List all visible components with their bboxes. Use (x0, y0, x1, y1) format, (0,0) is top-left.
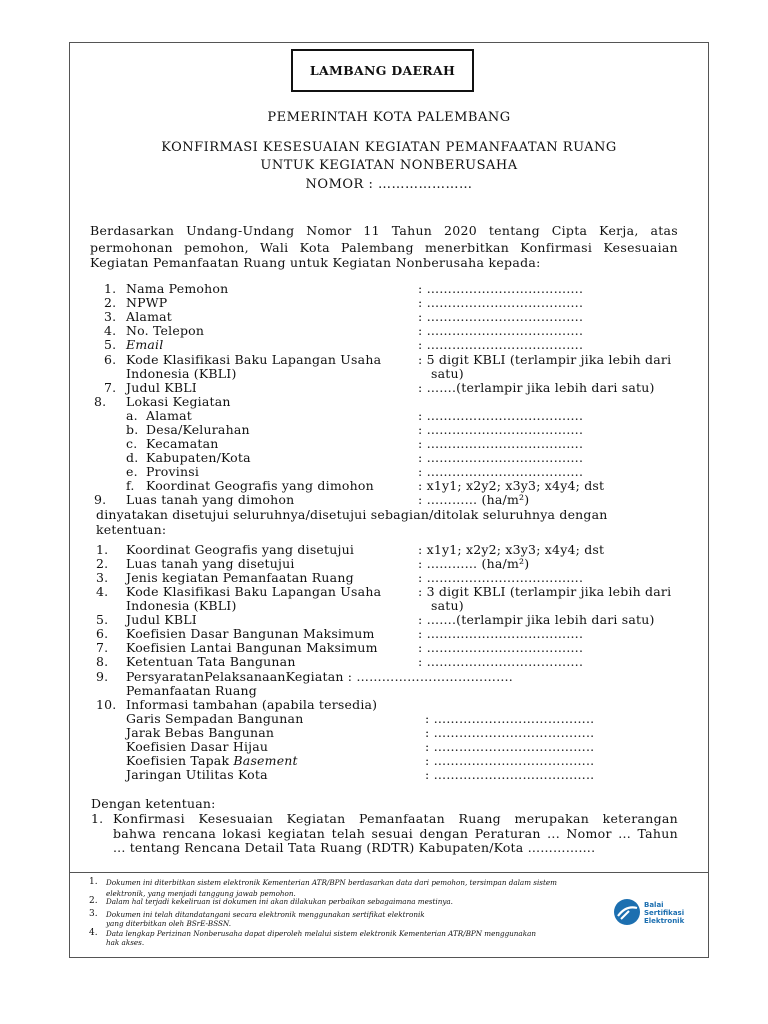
terms-item-number: 1. (96, 542, 109, 557)
terms-item-value: : x1y1; x2y2; x3y3; x4y4; dst (418, 542, 605, 557)
footnote-text: elektronik, yang menjadi tanggung jawab pemohon. (106, 889, 296, 898)
additional-item-label-text: Koefisien Tapak (126, 753, 234, 768)
terms-item-number: 2. (96, 556, 109, 571)
terms-item-label: Indonesia (KBLI) (126, 598, 237, 613)
applicant-item-number: c. (126, 436, 138, 451)
terms-item-number: 6. (96, 626, 109, 641)
additional-item-label: Garis Sempadan Bangunan (126, 711, 304, 726)
applicant-item-number: 5. (104, 337, 117, 352)
applicant-item-number: 9. (94, 492, 107, 507)
document-title-line2: UNTUK KEGIATAN NONBERUSAHA (260, 158, 518, 173)
bsre-logo-icon (612, 897, 642, 927)
terms-item-value: : ………………………………. (418, 626, 584, 641)
terms-item-label: Ketentuan Tata Bangunan (126, 654, 296, 669)
terms-item-number: 4. (96, 584, 109, 599)
conditions-line: ... tentang Rencana Detail Tata Ruang (RDTR) Kabupaten/Kota ……………. (113, 840, 596, 855)
terms-item-label: Informasi tambahan (apabila tersedia) (126, 697, 378, 712)
footnote-number: 1. (89, 877, 98, 887)
applicant-item-value: : ………………………………. (418, 337, 584, 352)
terms-item-label: Jenis kegiatan Pemanfaatan Ruang (126, 570, 354, 585)
additional-item-label: Jarak Bebas Bangunan (126, 725, 275, 740)
terms-item-number: 7. (96, 640, 109, 655)
applicant-item-value: : ………………………………. (418, 309, 584, 324)
applicant-item-value: : ………………………………. (418, 281, 584, 296)
terms-item-number: 10. (96, 697, 117, 712)
terms-item-value: : ………………………………. (418, 654, 584, 669)
applicant-item-number: d. (126, 450, 139, 465)
decision-line: dinyatakan disetujui seluruhnya/disetujui sebagian/ditolak seluruhnya dengan (96, 507, 608, 522)
government-name: PEMERINTAH KOTA PALEMBANG (267, 110, 511, 125)
applicant-item-label: Koordinat Geografis yang dimohon (146, 478, 374, 493)
terms-item-number: 8. (96, 654, 109, 669)
conditions-line: bahwa rencana lokasi kegiatan telah sesuai dengan Peraturan ... Nomor ... Tahun (113, 826, 678, 841)
terms-item-label: Koefisien Dasar Bangunan Maksimum (126, 626, 375, 641)
conditions-heading: Dengan ketentuan: (91, 796, 216, 811)
terms-item-number: 3. (96, 570, 109, 585)
additional-item-value: : ……………………………….. (425, 753, 595, 768)
applicant-item-number: f. (126, 478, 135, 493)
applicant-item-number: 2. (104, 295, 117, 310)
applicant-item-value: : ………………………………. (418, 422, 584, 437)
applicant-item-label: Luas tanah yang dimohon (126, 492, 295, 507)
intro-line: permohonan pemohon, Wali Kota Palembang menerbitkan Konfirmasi Kesesuaian (90, 240, 678, 255)
document-title-line1: KONFIRMASI KESESUAIAN KEGIATAN PEMANFAATAN RUANG (161, 140, 617, 155)
terms-item-value: satu) (431, 598, 464, 613)
applicant-item-label: Kecamatan (146, 436, 219, 451)
applicant-item-label: No. Telepon (126, 323, 205, 338)
footnote-text: Data lengkap Perizinan Nonberusaha dapat diperoleh melalui sistem elektronik Kementerian ATR/BPN menggunakan (106, 929, 536, 938)
terms-item-number: 9. (96, 669, 109, 684)
applicant-item-label: Indonesia (KBLI) (126, 366, 237, 381)
emblem-placeholder: LAMBANG DAERAH (291, 49, 474, 92)
logo-text: Sertifikasi (644, 909, 685, 917)
applicant-item-value: : ………………………………. (418, 436, 584, 451)
terms-item-value: : …….(terlampir jika lebih dari satu) (418, 612, 655, 627)
footnote-divider (69, 872, 709, 873)
terms-item-label: Koefisien Lantai Bangunan Maksimum (126, 640, 378, 655)
applicant-item-label: Nama Pemohon (126, 281, 229, 296)
terms-item-label: PersyaratanPelaksanaanKegiatan : ………………………………. (126, 669, 513, 684)
additional-item-label (126, 753, 298, 768)
conditions-number: 1. (91, 811, 104, 826)
additional-item-label-italic: Basement (233, 753, 298, 768)
terms-item-label: Judul KBLI (126, 612, 197, 627)
terms-item-value: : 3 digit KBLI (terlampir jika lebih dari (418, 584, 672, 599)
applicant-item-value: : ………………………………. (418, 408, 584, 423)
applicant-item-label: Judul KBLI (126, 380, 197, 395)
applicant-item-value: : ………………………………. (418, 464, 584, 479)
applicant-item-value: : …….(terlampir jika lebih dari satu) (418, 380, 655, 395)
applicant-item-number: 4. (104, 323, 117, 338)
terms-item-label: Luas tanah yang disetujui (126, 556, 295, 571)
applicant-item-number: 6. (104, 352, 117, 367)
additional-item-value: : ……………………………….. (425, 725, 595, 740)
logo-text: Balai (644, 901, 664, 909)
terms-item-value: : ………… (ha/m²) (418, 556, 530, 571)
logo-text: Elektronik (644, 917, 685, 925)
applicant-item-value: : ………………………………. (418, 450, 584, 465)
applicant-item-label: Desa/Kelurahan (146, 422, 250, 437)
applicant-item-value: satu) (431, 366, 464, 381)
terms-item-label: Pemanfaatan Ruang (126, 683, 258, 698)
footnote-number: 4. (89, 928, 98, 938)
decision-line: ketentuan: (96, 522, 167, 537)
conditions-line: Konfirmasi Kesesuaian Kegiatan Pemanfaatan Ruang merupakan keterangan (113, 811, 678, 826)
applicant-item-value: : 5 digit KBLI (terlampir jika lebih dari (418, 352, 672, 367)
applicant-item-label: Alamat (126, 309, 173, 324)
additional-item-value: : ……………………………….. (425, 739, 595, 754)
intro-line: Berdasarkan Undang-Undang Nomor 11 Tahun 2020 tentang Cipta Kerja, atas (90, 223, 678, 238)
applicant-item-value: : x1y1; x2y2; x3y3; x4y4; dst (418, 478, 605, 493)
applicant-item-number: 7. (104, 380, 117, 395)
applicant-item-number: b. (126, 422, 139, 437)
applicant-item-label: Alamat (146, 408, 193, 423)
footnote-text: Dokumen ini diterbitkan sistem elektronik Kementerian ATR/BPN berdasarkan data dari pemohon, tersimpan dalam sistem (106, 878, 557, 887)
additional-item-label: Jaringan Utilitas Kota (126, 767, 268, 782)
applicant-item-value: : ………………………………. (418, 323, 584, 338)
document-number: NOMOR : ………………… (305, 177, 473, 192)
footnote-text: Dalam hal terjadi kekeliruan isi dokumen ini akan dilakukan perbaikan sebagaimana mestinya. (106, 897, 453, 906)
applicant-item-number: e. (126, 464, 138, 479)
additional-item-label: Koefisien Dasar Hijau (126, 739, 269, 754)
applicant-item-label: Provinsi (146, 464, 200, 479)
applicant-item-value: : ………… (ha/m²) (418, 492, 530, 507)
footnote-text: hak akses. (106, 938, 145, 947)
applicant-item-label: Kode Klasifikasi Baku Lapangan Usaha (126, 352, 382, 367)
applicant-item-value: : ………………………………. (418, 295, 584, 310)
applicant-item-number: 8. (94, 394, 107, 409)
applicant-item-label: Email (126, 337, 164, 352)
applicant-item-label: Lokasi Kegiatan (126, 394, 231, 409)
footnote-number: 3. (89, 909, 98, 919)
terms-item-label: Koordinat Geografis yang disetujui (126, 542, 355, 557)
applicant-item-label: NPWP (126, 295, 168, 310)
applicant-item-number: a. (126, 408, 138, 423)
footnote-text: yang diterbitkan oleh BSrE-BSSN. (106, 919, 232, 928)
additional-item-value: : ……………………………….. (425, 711, 595, 726)
terms-item-value: : ………………………………. (418, 640, 584, 655)
footnote-number: 2. (89, 896, 98, 906)
applicant-item-number: 1. (104, 281, 117, 296)
terms-item-number: 5. (96, 612, 109, 627)
terms-item-label: Kode Klasifikasi Baku Lapangan Usaha (126, 584, 382, 599)
applicant-item-label: Kabupaten/Kota (146, 450, 251, 465)
additional-item-value: : ……………………………….. (425, 767, 595, 782)
terms-item-value: : ………………………………. (418, 570, 584, 585)
applicant-item-number: 3. (104, 309, 117, 324)
intro-line: Kegiatan Pemanfaatan Ruang untuk Kegiatan Nonberusaha kepada: (90, 255, 541, 270)
footnote-text: Dokumen ini telah ditandatangani secara elektronik menggunakan sertifikat elektronik (106, 910, 425, 919)
